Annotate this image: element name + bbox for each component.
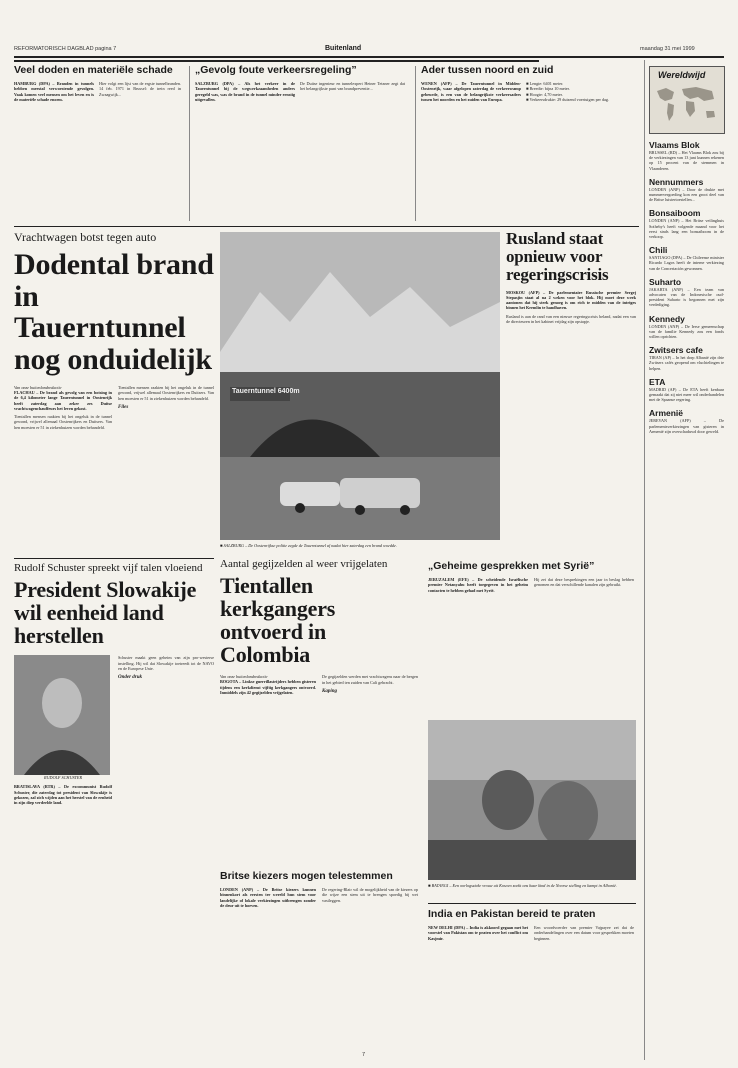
article-syrie	[428, 560, 636, 593]
ww-text-armenie: JEREVAN (AFP) – De parlementsverkiezingen van gisteren in Armenië zijn overschaduwd door geweld.	[649, 418, 724, 434]
ww-text-zwitsers-cafe: TIRAN (AP) – In het dorp Albanië zijn drie Zwitsers cafés geopend om vluchtelingen te helpen.	[649, 355, 724, 371]
ader-facts-list	[526, 81, 634, 102]
wereldwijd-column	[644, 60, 726, 1060]
article-tunnel-text	[14, 230, 214, 430]
ww-text-eta: MADRID (AP) – De ETA heeft kenbaar gemaakt dat zij niet meer wil onderhandelen met de Spaanse regering.	[649, 386, 724, 403]
schuster-photo	[14, 655, 110, 775]
india-body: Een woordvoerder van premier Vajpayee zei dat de onderhandelingen over een datum voor gesprekken moeten beginnen.	[534, 925, 634, 941]
header-rule	[14, 56, 724, 58]
lead-verkeersregeling: SALZBURG (DPA) – Als het verkeer in de Tauerntunnel bij de wegwerkzaamheden anders geregeld was, was de brand in de tunnel minder ernstig uitgevallen.	[195, 81, 295, 102]
wereldwijd-item	[649, 245, 724, 271]
syrie-lead: JERUZALEM (EFE) – De scheidende Israëlische premier Netanyahu heeft toegegeven in het geheim contacten te hebben gehad met Syrië.	[428, 577, 528, 593]
fact-item: ■ Breedte: bijna 10 meter.	[526, 86, 570, 92]
ww-text-kennedy: LONDEN (ANP) – De Ierse gemeenschap van de familie Kennedy zou een fonds willen oprichten.	[649, 323, 724, 340]
tunnel-body-continued: Tientallen mensen raakten bij het ongeluk in de tunnel gewond, vrijwel allemaal Oostenrijkers en Duitsers. Van hen moesten er 51 in ziekenhuizen worden behandeld.	[118, 385, 214, 401]
schuster-headline: President Slowakije wil eenheid land herstellen	[14, 577, 197, 649]
britse-body: De regering-Blair wil de mogelijkheid van de kiezers op die wijze een stem uit te brengen spoedig bij wet vastleggen.	[322, 887, 418, 903]
rusland-lead: MOSKOU (AFP) – De parlementaire Russische premier Sergej Stepasjin staat al na 2 weken voor het blok. Hij moet deze week aantonen dat hij sterk genoeg is om rich te midden van de intriges binnen het Kremlin te handhaven.	[506, 289, 636, 311]
ww-head-nennummers: Nennummers	[649, 176, 704, 187]
colombia-byline: Van onze buitenlandredactie	[220, 674, 268, 680]
tunnel-headline: Dodental brand in Tauerntunnel nog onduidelijk	[14, 248, 214, 376]
body-tunnelbranden: Hier volgt een lijst van de ergste tunnelbranden. 14 feb. 1971 in Brussel: de trein reed in Zwaagwijk...	[99, 81, 181, 97]
ww-text-bonsaiboom: LONDEN (ANP) – Het Britse veilinghuis Sotheby's heeft volgende maand voor het eerst sinds lang een bonsaiboom in de verkoop.	[649, 218, 724, 240]
tunnel-sign: Tauerntunnel 6400m	[232, 388, 300, 395]
ww-head-chili: Chili	[649, 245, 668, 256]
wereldwijd-list	[649, 140, 724, 434]
colombia-body: De gegijzelden werden met vrachtwagens naar de bergen in het gebied ten zuiden van Cali gebracht.	[322, 674, 418, 685]
tunnel-photo	[220, 232, 500, 540]
ww-head-armenie: Armenië	[649, 408, 684, 419]
britse-lead: LONDEN (ANP) – De Britse kiezers kunnen binnenkort als eersten ter wereld hun stem voor landelijke of lokale verkiezingen uitbrengen zonder de deur uit te hoeven.	[220, 887, 316, 908]
column-divider	[189, 66, 190, 221]
tunnel-byline: Van onze buitenlandredactie	[14, 385, 62, 390]
tunnel-subhead: Files	[118, 404, 129, 410]
headline-ader: Ader tussen noord en zuid	[421, 64, 554, 76]
india-lead: NEW DELHI (DPA) – India is akkoord gegaan met het voorstel van Pakistan om te praten over het conflict om Kasjmir.	[428, 925, 528, 941]
ww-head-kennedy: Kennedy	[649, 313, 685, 324]
india-headline: India en Pakistan bereid te praten	[428, 908, 596, 920]
colombia-kicker: Aantal gegijzelden al weer vrijgelaten	[220, 558, 388, 570]
refugee-scene-image	[428, 720, 636, 880]
article-colombia	[220, 558, 420, 695]
ww-text-chili: SANTIAGO (DPA) – De Chileense minister Ricardo Lagos heeft de interne verkiezing van de Concertación gewonnen.	[649, 255, 724, 271]
headline-tunnelbranden: Veel doden en materiële schade	[14, 64, 173, 76]
syrie-body: Hij zei dat deze besprekingen een jaar in beslag hebben genomen en dat verschillende kanalen zijn gebruikt.	[534, 577, 634, 588]
ww-text-vlaams-blok: BRUSSEL (RD) – Het Vlaams Blok zou bij de verkiezingen van 13 juni kunnen rekenen op 15 procent van de stemmen in Vlaanderen.	[649, 150, 724, 171]
syrie-headline: „Geheime gesprekken met Syrië”	[428, 560, 595, 572]
running-header-date: maandag 31 mei 1999	[640, 46, 695, 52]
wereldwijd-title: Wereldwijd	[658, 70, 706, 80]
article-verkeersregeling	[195, 64, 410, 224]
schuster-body: Schuster maakt geen geheim van zijn pro-westerse instelling. Hij wil dat Slowakije toetreedt tot de NAVO en de Europese Unie.	[118, 655, 214, 671]
portrait-image	[14, 655, 110, 775]
tunnel-lead: FLACHAU – De brand als gevolg van een botsing in de 6,4 kilometer lange Tauerntunnel in Oostenrijk heeft zaterdag aan zeker zes Duitse vrachtwagenchauffeurs het leven gekost.	[14, 390, 112, 411]
article-tunnelbranden	[14, 64, 184, 224]
ww-head-vlaams-blok: Vlaams Blok	[649, 140, 700, 150]
wereldwijd-item	[649, 208, 724, 239]
article-britse	[220, 870, 420, 908]
refugee-photo	[428, 720, 636, 880]
body-verkeersregeling: De Duitse ingenieur en tunnelexpert Heiner Tetzner zegt dat het belangrijkste punt van brandpreventie...	[300, 81, 405, 92]
tunnel-body: Tientallen mensen raakten bij het ongeluk in de tunnel gewond, vrijwel allemaal Oostenrijkers en Duitsers. Van hen moesten er 51 in ziekenhuizen worden behandeld.	[14, 414, 112, 430]
refugee-caption: ■ BATANGI – Een oorlogszieke vrouw uit Kosovo zoekt ons haar kind in de Noorse stelling en kampt in Albanië.	[428, 883, 617, 888]
tunnel-kicker: Vrachtwagen botst tegen auto	[14, 230, 157, 244]
schuster-lead: BRATISLAVA (RTR) – De excommunist Rudolf Schuster, die zaterdag tot president van Slowakije is gekozen, zal zich wijden aan het herstel van de eenheid in zijn diep verdeelde land.	[14, 784, 112, 806]
page-number: 7	[362, 1052, 366, 1058]
column-divider	[415, 66, 416, 221]
tunnel-caption: ■ SALZBURG – De Oostenrijkse politie zegde de Tauerntunnel af nadat hier zaterdag een brand woedde.	[220, 543, 397, 548]
wereldwijd-item	[649, 314, 724, 340]
wereldwijd-item	[649, 177, 724, 203]
tunnel-scene-image	[220, 232, 500, 540]
section-rule	[14, 226, 639, 227]
headline-verkeersregeling: „Gevolg foute verkeersregeling”	[195, 64, 357, 76]
colombia-headline: Tientallen kerkgangers ontvoerd in Colombia	[220, 573, 336, 668]
world-map-box	[649, 66, 725, 134]
schuster-kicker: Rudolf Schuster spreekt vijf talen vloeiend	[14, 562, 203, 574]
running-header-paper: REFORMATORISCH DAGBLAD pagina 7	[14, 46, 117, 52]
britse-headline: Britse kiezers mogen telestemmen	[220, 870, 393, 882]
top-row-rule	[14, 60, 539, 62]
ww-text-nennummers: LONDEN (ANP) – Door de drukte met nummervergoeding kon een groot deel van de Britse luistertoestellen...	[649, 186, 724, 203]
colombia-subhead: Kaping	[322, 688, 338, 694]
wereldwijd-item	[649, 408, 724, 434]
world-map-icon	[652, 83, 722, 129]
colombia-lead: BOGOTA – Linkse guerrillastrijders hebben gisteren tijdens een kerkdienst vijftig kerkgangers ontvoerd. Inmiddels zijn 42 gegijzelden vrijgelaten.	[220, 679, 316, 695]
section-rule	[428, 903, 636, 904]
schuster-caption: RUDOLF SCHUSTER	[43, 775, 83, 781]
lead-tunnelbranden: HAMBURG (DPA) – Branden in tunnels hebben meestal verwoestende gevolgen. Vaak komen veel mensen om het leven en is de materiële schade enorm.	[14, 81, 94, 102]
wereldwijd-item	[649, 345, 724, 371]
caption-marker-icon: ■	[428, 883, 432, 888]
fact-item: ■ Hoogte: 4,70 meter.	[526, 91, 563, 97]
ww-text-suharto: JAKARTA (ANP) – Een team van advocaten van de Indonesische oud-president Suharto is begonnen met zijn verdediging.	[649, 286, 724, 308]
lead-ader: WENEN (AFP) – De Tauerntunnel in Midden-Oostenrijk, waar afgelopen zaterdag de verkeersramp gebeurde, is een van de belangrijkste verkeersaders tussen het noorden en het zuiden van Europa.	[421, 81, 521, 102]
article-schuster	[14, 562, 214, 805]
wereldwijd-item	[649, 377, 724, 403]
rusland-body: Rusland is aan de rand van een nieuwe regeringscrisis beland, nadat een van de directeuren in het kabinet vrijdag zijn opstapje.	[506, 313, 636, 325]
rusland-headline: Rusland staat opnieuw voor regeringscrisis	[506, 229, 609, 284]
article-ader	[421, 64, 636, 224]
section-title: Buitenland	[325, 45, 362, 52]
caption-marker-icon: ■	[220, 543, 224, 548]
schuster-subhead: Onder druk	[118, 675, 143, 681]
section-rule	[14, 558, 214, 559]
fact-item: ■ Verkeersdrukte: 29 duizend voertuigen per dag.	[526, 96, 610, 102]
article-india	[428, 908, 636, 941]
ww-head-eta: ETA	[649, 376, 666, 387]
fact-item: ■ Lengte: 6401 meter.	[526, 81, 564, 86]
ww-head-zwitsers-cafe: Zwitsers cafe	[649, 345, 703, 356]
wereldwijd-item	[649, 140, 724, 171]
wereldwijd-item	[649, 277, 724, 308]
ww-head-suharto: Suharto	[649, 276, 682, 287]
ww-head-bonsaiboom: Bonsaiboom	[649, 208, 701, 219]
article-rusland	[506, 230, 636, 324]
